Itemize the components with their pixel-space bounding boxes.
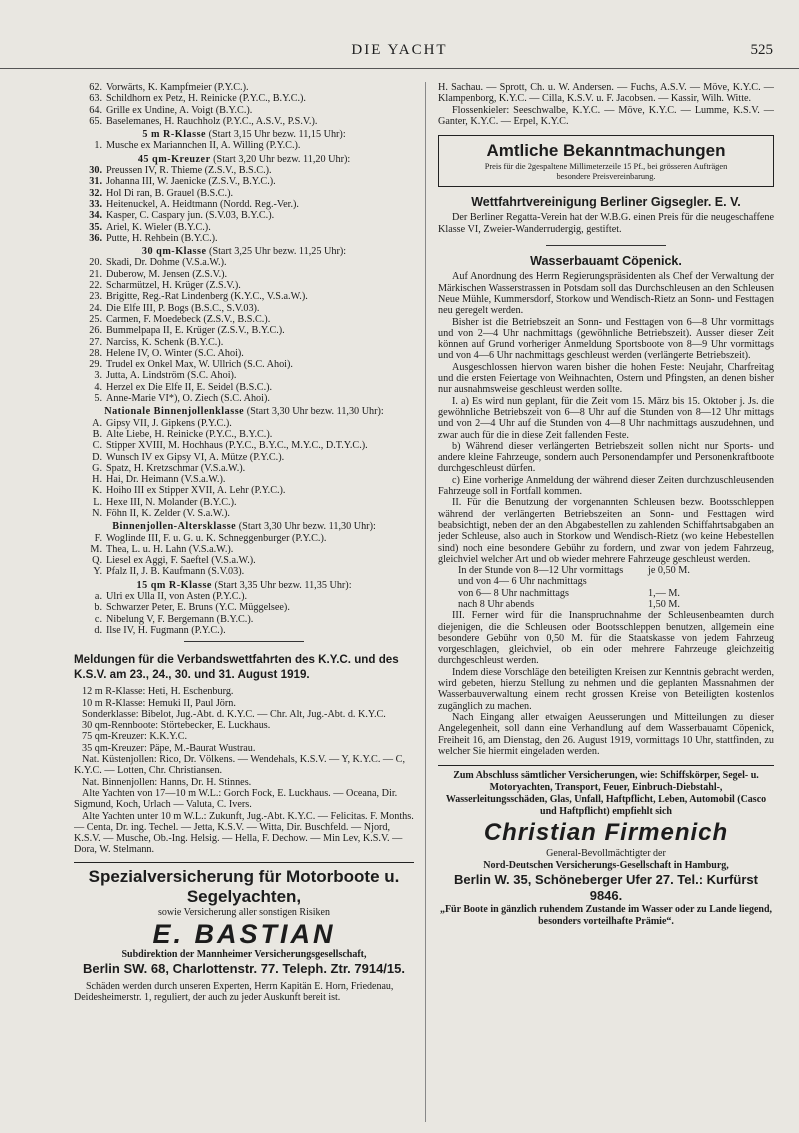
entry-number: 29. [89,359,102,371]
entry-number: 27. [89,336,102,348]
entry-number: L. [93,496,102,508]
entry-text: Preussen IV, R. Thieme (Z.S.V., B.S.C.). [106,165,272,177]
entry-number: A. [92,417,102,429]
entry-number: 23. [89,291,102,303]
notice-paragraph: Nach Eingang aller etwaigen Aeusserungen und Mitteilungen zu dieser Angelegenheit, soll dann eine Verhandlung auf dem Wasserbauamt Cöpenick, Freiheit 16, am Dienstag, den 26. August 1919, vormittags 10 Uhr, stattfinden, zu welcher Sie hiermit eingeladen werden. [438,711,774,757]
class-altersklasse-section [74,521,414,577]
entry-number: Q. [92,555,102,567]
meldungen-list [74,686,414,855]
notice-paragraph: II. Für die Benutzung der vorgenannten Schleusen bezw. Bootsschleppen während der verlängerten Betriebszeiten an Sonn- und Festtagen wird beabsichtigt, neben der an den Abgabestellen zu zahlenden Schiffahrtsabgaben an jeder Schleuse, also auch in Storkow und Wendisch-Rietz (wo keine Hebestellen sind) noch eine besondere Gebühr zu fordern, und zwar von jedem Fahrzeug, gleichviel welcher Art und ob wieder mehrere Fahrzeuge geschleust werden. [438,497,774,565]
entry-row [74,303,414,314]
entry-number: H. [92,474,102,486]
meldung-entry: Alte Yachten von 17—10 m W.L.: Gorch Fock, E. Luckhaus. — Oceana, Dir. Sigmund, Koch, Urlach — Valuta, C. Ivers. [74,787,398,811]
class-name: 45 qm-Kreuzer [137,153,211,165]
entry-number: 34. [89,210,102,222]
entry-text: Ilse IV, H. Fugmann (P.Y.C.). [106,624,226,636]
entry-row [74,474,414,485]
entry-number: 22. [89,280,102,292]
class-heading [74,521,414,532]
firmenich-advertisement [438,765,774,928]
meldungen-heading: Meldungen für die Verbandswettfahrten des K.Y.C. und des K.S.V. am 23., 24., 30. und 31. August 1919. [74,653,399,682]
entry-text: Carmen, F. Moedebeck (Z.S.V., B.S.C.). [106,313,271,325]
entry-text: Duberow, M. Jensen (Z.S.V.). [106,268,228,280]
entry-number: 63. [89,93,102,105]
ad-role: General-Bevollmächtigter der [546,848,666,860]
entry-number: N. [92,507,102,519]
column-divider [425,82,426,1122]
entry-number: Y. [93,566,102,578]
entry-number: 33. [89,198,102,210]
entry-number: 1. [94,140,102,152]
entry-text: Thea, L. u. H. Lahn (V.S.a.W.). [106,543,234,555]
entry-row [74,233,414,244]
entry-row [74,222,414,233]
class-heading [74,580,414,591]
class-name: Nationale Binnenjollenklasse [104,406,245,418]
class-name: 15 qm R-Klasse [136,579,212,591]
entry-text: Wunsch IV ex Gipsy VI, A. Mütze (P.Y.C.). [106,451,285,463]
entry-row [74,452,414,463]
entry-text: Johanna III, W. Jaenicke (Z.S.V., B.Y.C.). [106,176,276,188]
entry-number: 65. [89,115,102,127]
gigsegler-text: Der Berliner Regatta-Verein hat der W.B.G. einen Preis für die neugeschaffene Klasse VI, Zweier-Wanderrudergig, gestiftet. [438,212,774,235]
entry-row [74,199,414,210]
class-heading [74,154,414,165]
entry-text: Woglinde III, F. u. G. u. K. Schneggenburger (P.Y.C.). [106,532,327,544]
entry-row [74,165,414,176]
entry-number: 20. [89,257,102,269]
entry-text: Spatz, H. Kretzschmar (V.S.a.W.). [106,462,246,474]
entry-text: Liesel ex Aggi, F. Saeftel (V.S.a.W.). [106,555,256,567]
entry-text: Brigitte, Reg.-Rat Lindenberg (K.Y.C., V.S.a.W.). [106,291,308,303]
right-column [438,82,774,1122]
official-notices-box [438,135,774,187]
entry-row [74,188,414,199]
fee-table [438,565,774,610]
entry-text: Die Elfe III, P. Bogs (B.S.C., S.V.03). [106,302,260,314]
entry-row [74,82,414,93]
fee-row [458,576,774,587]
meldung-entry: 75 qm-Kreuzer: K.K.Y.C. [82,731,188,743]
entry-row [74,497,414,508]
entry-number: d. [94,624,102,636]
ad-company-name: E. BASTIAN [152,918,336,949]
entry-row [74,325,414,336]
meldung-entry: 35 qm-Kreuzer: Päpe, M.-Baurat Wustrau. [82,742,256,754]
entry-row [74,591,414,602]
meldung-entry: Nat. Binnenjollen: Hanns, Dr. H. Stinnes. [82,776,252,788]
entry-text: Gipsy VII, J. Gipkens (P.Y.C.). [106,417,232,429]
entry-text: Skadi, Dr. Dohme (V.S.a.W.). [106,257,227,269]
wasserbauamt-heading: Wasserbauamt Cöpenick. [530,254,682,269]
meldung-entry: Nat. Küstenjollen: Rico, Dr. Völkens. — Wendehals, K.S.V. — Y, K.Y.C. — C, K.Y.C. — Lotten, Chr. Christiansen. [74,754,406,777]
entry-number: 64. [89,104,102,116]
continued-text: H. Sachau. — Sprott, Ch. u. W. Andersen. — Fuchs, A.S.V. — Möve, K.Y.C. — Klampenborg, K.Y.C. — Cilla, K.S.V. u. F. Jacobsen. — Kassir, Wilh. Witte. [438,82,774,105]
entry-row [74,280,414,291]
notice-paragraph: III. Ferner wird für die Inanspruchnahme der Schleusenbeamten durch diejenigen, die die Schleusen oder Bootsschleppen benutzen, allgemein eine besondere Gebühr von 0,50 M. für die Staatskasse von jedem Fahrzeug vorgeschlagen, gleichviel, ob ein oder mehrere Fahrzeuge gleichzeitig durchgeschleust werden. [438,610,774,667]
class-start-time: (Start 3,30 Uhr bezw. 11,30 Uhr): [246,406,384,418]
class-start-time: (Start 3,15 Uhr bezw. 11,15 Uhr): [208,129,346,141]
entry-number: 28. [89,347,102,359]
ad-subline: sowie Versicherung aller sonstigen Risiken [157,906,330,918]
entry-row [74,257,414,268]
meldung-entry: Alte Yachten unter 10 m W.L.: Zukunft, Jug.-Abt. K.Y.C. — Felicitas. F. Months. — Centa, Dr. ing. Techel. — Jetta, K.S.V. — Witta, Dir. Buschfeld. — Njord, K.S.V. — Musche, Ob.-Ing. Helsig. — Hella, F. Dechow. — Min Lev, K.S.V. — Dora, W. Stelmann. [74,810,414,856]
class-start-time: (Start 3,25 Uhr bezw. 11,25 Uhr): [209,246,347,258]
entry-text: Föhn II, K. Zelder (V. S.a.W.). [106,507,230,519]
entry-number: 36. [89,232,102,244]
fee-time: und von 4— 6 Uhr nachmittags [458,576,587,588]
class-start-time: (Start 3,30 Uhr bezw. 11,30 Uhr): [238,521,376,533]
entry-row [74,359,414,370]
notice-paragraph: c) Eine vorherige Anmeldung der während dieser Zeiten durchzuschleusenden Fahrzeuge soll in Fortfall kommen. [438,474,774,498]
entry-text: Musche ex Mariannchen II, A. Willing (P.Y.C.). [106,140,301,152]
wasserbauamt-paragraphs-2 [438,610,774,757]
page-number: 525 [750,42,773,58]
left-column [74,82,414,1122]
gigsegler-heading: Wettfahrtvereinigung Berliner Gigsegler. E. V. [471,195,741,210]
entry-text: Grille ex Undine, A. Voigt (B.Y.C.). [106,104,253,116]
entry-row [74,116,414,127]
entry-number: C. [92,440,102,452]
running-title: DIE YACHT [351,42,448,58]
ad-intro: Zum Abschluss sämtlicher Versicherungen, wie: Schiffskörper, Segel- u. Motoryachten, Transport, Feuer, Einbruch-Diebstahl-, Wasserleitungsschäden, Glas, Unfall, Haftpflicht, Leben, Automobil (Casco und Haftpflicht) empfiehlt sich [445,770,767,818]
entry-row [74,370,414,381]
page-header [0,42,799,62]
entry-number: D. [92,451,102,463]
entry-row [74,210,414,221]
entry-text: Nibelung V, F. Bergemann (B.Y.C.). [106,613,254,625]
fee-time: In der Stunde von 8—12 Uhr vormittags [458,565,624,577]
ad-address: Berlin SW. 68, Charlottenstr. 77. Teleph. Ztr. 7914/15. [83,960,405,976]
entry-number: 35. [89,221,102,233]
entry-number: 4. [94,381,102,393]
ad-headline: Spezialversicherung für Motorboote u. Segelyachten, [88,866,400,906]
entry-number: 25. [89,313,102,325]
entry-row [74,566,414,577]
entry-row [74,140,414,151]
entry-number: 24. [89,302,102,314]
fee-row [458,599,774,610]
fee-amount: 1,— M. [648,587,680,599]
flossenkieler-text: Flossenkieler: Seeschwalbe, K.Y.C. — Möve, K.Y.C. — Lumme, K.S.V. — Ganter, K.Y.C. — Erpel, K.Y.C. [438,104,774,127]
entry-text: Baselemanes, H. Rauchholz (P.Y.C., A.S.V., P.S.V.). [106,115,318,127]
price-note-line1: Preis für die 2gespaltene Millimeterzeile 15 Pf., bei grösseren Aufträgen [484,162,728,172]
fee-row [458,588,774,599]
entry-number: 31. [89,176,102,188]
entry-row [74,337,414,348]
entry-number: G. [92,462,102,474]
class-name: 5 m R-Klasse [142,129,207,141]
notice-paragraph: b) Während dieser verlängerten Betriebszeit sollen nicht nur Sports- und andere kleine Fahrzeuge, sondern auch Personendampfer und Personenkraftboote durchgeschleust dürfen. [438,440,774,475]
meldung-entry: 12 m R-Klasse: Heti, H. Eschenburg. [82,686,234,698]
entry-text: Schwarzer Peter, E. Bruns (Y.C. Müggelsee). [106,602,290,614]
entry-text: Ulri ex Ulla II, von Asten (P.Y.C.). [106,591,248,603]
entry-row [74,291,414,302]
entry-text: Schildhorn ex Petz, H. Reinicke (P.Y.C., B.Y.C.). [106,93,306,105]
entry-row [74,418,414,429]
entry-number: 26. [89,325,102,337]
entry-text: Trudel ex Onkel Max, W. Ullrich (S.C. Ahoi). [106,359,293,371]
entry-row [74,348,414,359]
entry-row [74,269,414,280]
class-start-time: (Start 3,35 Uhr bezw. 11,35 Uhr): [214,579,352,591]
entry-number: M. [90,543,102,555]
entry-row [74,314,414,325]
entry-number: 62. [89,82,102,93]
entry-number: b. [94,602,102,614]
entry-text: Putte, H. Rehbein (B.Y.C.). [106,232,218,244]
wasserbauamt-paragraphs [438,271,774,565]
entry-number: c. [94,613,102,625]
class-heading [74,246,414,257]
entry-text: Narciss, K. Schenk (B.Y.C.). [106,336,224,348]
class-heading [74,129,414,140]
notice-paragraph: Bisher ist die Betriebszeit an Sonn- und Festtagen von 6—8 Uhr vormittags und von 2—4 Uhr nachmittags (gewöhnliche Betriebszeit). Ausser dieser Zeit können auf Grund vorheriger Anmeldung Sportsboote von 8—9 Uhr vormittags und von 4—6 Uhr nachmittags geschleust werden (verlängerte Betriebszeit). [438,316,774,362]
ad-address: Berlin W. 35, Schöneberger Ufer 27. Tel.: Kurfürst 9846. [454,872,758,904]
class-5m-section [74,129,414,152]
class-name: 30 qm-Klasse [141,246,207,258]
entry-row [74,176,414,187]
class-heading [74,406,414,417]
section-divider [184,641,304,642]
official-notices-title: Amtliche Bekanntmachungen [486,141,726,161]
entry-text: Pfalz II, J. B. Kaufmann (S.V.03). [106,566,245,578]
meldung-entry: 10 m R-Klasse: Hemuki II, Paul Jörn. [82,697,236,709]
entry-text: Stipper XVIII, M. Hochhaus (P.Y.C., B.Y.C., M.Y.C., D.T.Y.C.). [106,440,368,452]
fee-amount: 1,50 M. [648,598,680,610]
entry-number: 30. [89,165,102,177]
class-start-time: (Start 3,20 Uhr bezw. 11,20 Uhr): [213,153,351,165]
entry-text: Alte Liebe, H. Reinicke (P.Y.C., B.Y.C.). [106,428,273,440]
entry-row [74,93,414,104]
entry-text: Kasper, C. Caspary jun. (S.V.03, B.Y.C.). [106,210,275,222]
ad-note: „Für Boote in gänzlich ruhendem Zustande im Wasser oder zu Lande liegend, besonders vorteilhafte Prämie“. [439,904,773,928]
entry-number: 3. [94,370,102,382]
entry-text: Herzel ex Die Elfe II, E. Seidel (B.S.C.). [106,381,273,393]
fee-row [458,565,774,576]
entry-number: 32. [89,187,102,199]
entry-list-top [74,82,414,127]
entry-text: Hol Di ran, B. Grauel (B.S.C.). [106,187,234,199]
entry-row [74,555,414,566]
entry-number: 21. [89,268,102,280]
entry-number: B. [92,428,102,440]
entry-row [74,440,414,451]
entry-text: Hoiho III ex Stipper XVII, A. Lehr (P.Y.C.). [106,485,286,497]
class-binnenjollen-section [74,406,414,519]
class-15qm-section [74,580,414,636]
entry-number: a. [94,591,102,603]
entry-row [74,382,414,393]
entry-row [74,625,414,636]
class-45qm-section [74,154,414,244]
entry-row [74,463,414,474]
notice-paragraph: Ausgeschlossen hiervon waren bisher die hohen Feste: Neujahr, Charfreitag und die ersten Feiertage von Weihnachten, Ostern und Pfingsten, an denen bisher nur ausnahmsweise geschleust werden sollte. [438,361,774,396]
fee-amount: je 0,50 M. [648,565,690,577]
entry-text: Anne-Marie VI*), O. Ziech (S.C. Ahoi). [106,393,270,405]
class-30qm-section [74,246,414,404]
entry-number: F. [94,532,102,544]
entry-text: Hai, Dr. Heimann (V.S.a.W.). [106,474,226,486]
entry-row [74,614,414,625]
notice-paragraph: I. a) Es wird nun geplant, für die Zeit vom 15. März bis 15. Oktober j. Js. die gewöhnliche Betriebszeit von 6—8 Uhr auf die Stunden von 8—12 Uhr mittags und von 2—4 Uhr auf die Stunden von 4—8 Uhr nachmittags auszudehnen, und zwar auch für die in diese Zeit fallenden Feste. [438,395,774,441]
class-name: Binnenjollen-Altersklasse [112,521,237,533]
entry-row [74,105,414,116]
entry-row [74,429,414,440]
entry-row [74,485,414,496]
entry-number: 5. [94,393,102,405]
section-divider [546,245,666,246]
entry-text: Ariel, K. Wieler (B.Y.C.). [106,221,211,233]
entry-row [74,544,414,555]
entry-row [74,602,414,613]
notice-paragraph: Auf Anordnung des Herrn Regierungspräsidenten als Chef der Verwaltung der Märkischen Wasserstrassen in Potsdam soll das Durchschleusen an den Schleusen Neue Mühle, Kummersdorf, Storkow und Wendisch-Rietz an Sonn- und Festtagen neu geregelt werden. [438,271,774,317]
ad-insurer: Nord-Deutschen Versicherungs-Gesellschaft in Hamburg, [483,860,729,872]
price-note-line2: besondere Preisvereinbarung. [556,172,656,182]
entry-text: Heitenuckel, A. Heidtmann (Nordd. Reg.-Ver.). [106,198,299,210]
bastian-advertisement [74,862,414,1004]
meldung-entry: Sonderklasse: Bibelot, Jug.-Abt. d. K.Y.C. — Chr. Alt, Jug.-Abt. d. K.Y.C. [82,708,386,720]
entry-row [74,393,414,404]
entry-text: Jutta, A. Lindström (S.C. Ahoi). [106,370,237,382]
fee-time: von 6— 8 Uhr nachmittags [458,587,569,599]
entry-number: K. [92,485,102,497]
entry-row [74,508,414,519]
entry-text: Scharmützel, H. Krüger (Z.S.V.). [106,280,241,292]
ad-company-name: Christian Firmenich [483,819,729,847]
entry-text: Hexe III, N. Molander (B.Y.C.). [106,496,237,508]
fee-time: nach 8 Uhr abends [458,598,535,610]
entry-text: Helene IV, O. Winter (S.C. Ahoi). [106,347,244,359]
header-rule [0,68,799,69]
entry-row [74,533,414,544]
ad-note: Schäden werden durch unseren Experten, Herrn Kapitän E. Horn, Friedenau, Deidesheimerstr. 1, reguliert, der auch zu jeder Auskunft bereit ist. [74,980,394,1004]
entry-text: Bummelpapa II, E. Krüger (Z.S.V., B.Y.C.). [106,325,285,337]
entry-text: Vorwärts, K. Kampfmeier (P.Y.C.). [106,82,249,93]
ad-subdirection: Subdirektion der Mannheimer Versicherungsgesellschaft, [121,948,367,960]
notice-paragraph: Indem diese Vorschläge den beteiligten Kreisen zur Kenntnis gebracht werden, wird gebeten, hierzu Stellung zu nehmen und die geplanten Massnahmen der Wasserbauverwaltung einem recht grossen Kreise von Beteiligten kostenlos zugänglich zu machen. [438,666,774,712]
meldung-entry: 30 qm-Rennboote: Störtebecker, E. Luckhaus. [82,720,271,732]
